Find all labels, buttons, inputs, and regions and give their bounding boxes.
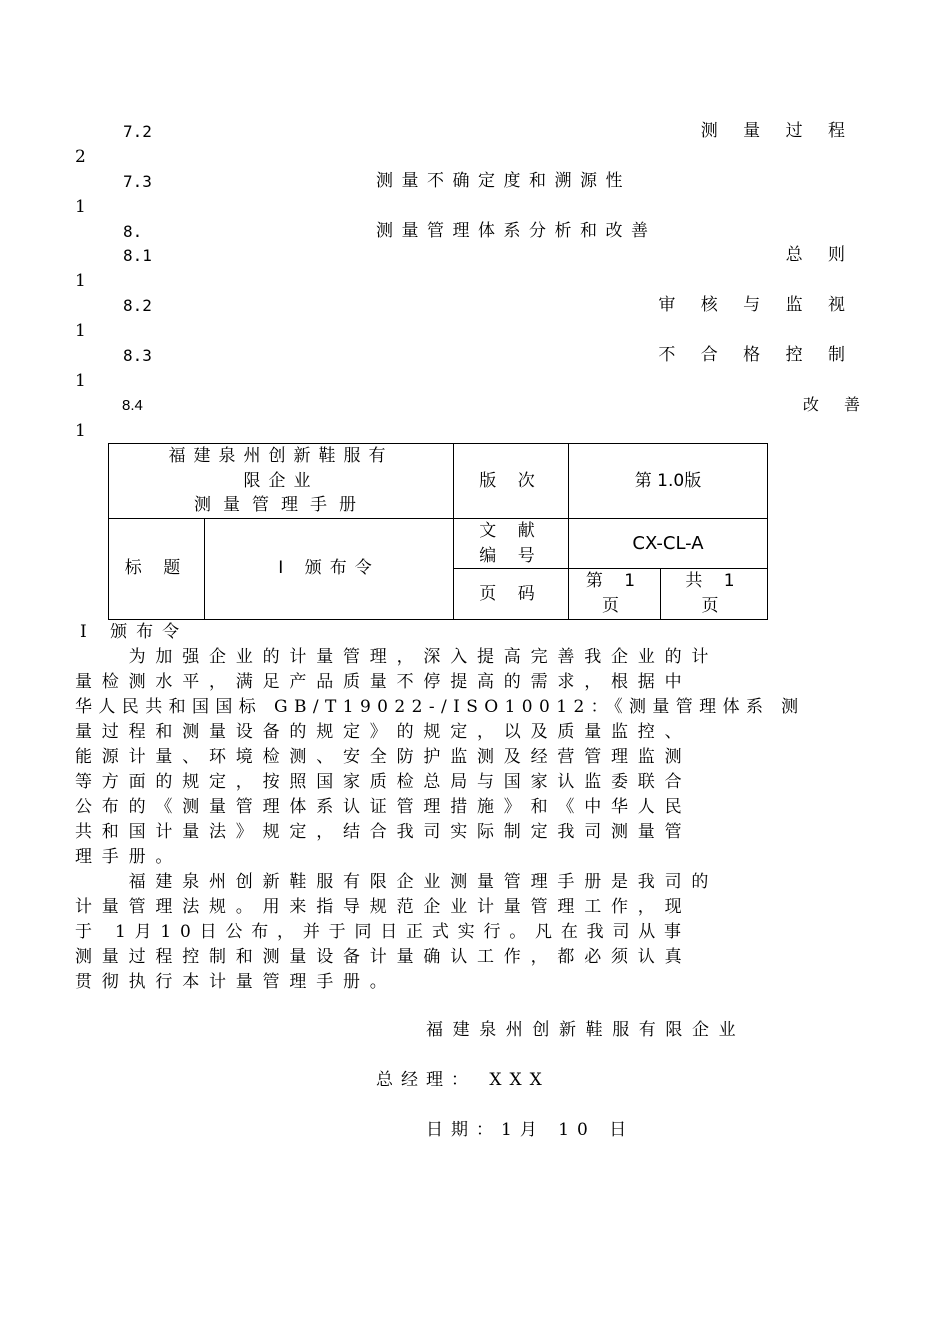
toc-page-7-3: 1 (75, 197, 86, 217)
doc-number-label-line2: 编 号 (479, 545, 543, 566)
paragraph-line: 等方面的规定，按照国家质检总局与国家认监委联合 (75, 772, 692, 792)
version-label: 版 次 (454, 444, 569, 519)
document-header-table (108, 443, 768, 620)
title-value: Ⅰ 颁布令 (205, 519, 454, 620)
toc-page-8-3: 1 (75, 371, 86, 391)
doc-number-value: CX-CL-A (569, 519, 768, 569)
toc-page-8-1: 1 (75, 271, 86, 291)
page-current-line1: 第 1 (585, 571, 644, 592)
toc-title-8-4: 改 善 (802, 395, 870, 414)
toc-num-8-3: 8.3 (123, 346, 152, 365)
doc-number-label-line1: 文 献 (479, 521, 543, 541)
page-total (661, 569, 768, 619)
page-current (569, 569, 661, 619)
paragraph-line: 计量管理法规。用来指导规范企业计量管理工作，现 (75, 897, 692, 917)
toc-num-8-1: 8.1 (123, 246, 152, 265)
company-cell (109, 444, 454, 519)
paragraph-line: 贯彻执行本计量管理手册。 (75, 972, 397, 992)
paragraph-line: 共和国计量法》规定，结合我司实际制定我司测量管 (75, 822, 692, 842)
paragraph-line: 华人民共和国国标 GB/T19022-/ISO10012：《测量管理体系 测 (75, 697, 805, 717)
toc-title-8-3: 不 合 格 控 制 (658, 345, 855, 365)
paragraph-1 (75, 645, 850, 870)
paragraph-line: 理手册。 (75, 847, 183, 867)
section-heading: Ⅰ 颁布令 (80, 622, 189, 642)
paragraph-line: 福建泉州创新鞋服有限企业测量管理手册是我司的 (75, 872, 719, 892)
signature-date: 日期：1月 10 日 (426, 1120, 635, 1140)
paragraph-line: 为加强企业的计量管理，深入提高完善我企业的计 (75, 647, 719, 667)
signature-company: 福建泉州创新鞋服有限企业 (426, 1020, 746, 1040)
signature-manager: 总经理： XXX (376, 1070, 550, 1090)
page-total-line1: 共 1 (685, 571, 743, 592)
paragraph-line: 公布的《测量管理体系认证管理措施》和《中华人民 (75, 797, 692, 817)
version-value: 第 1.0版 (569, 444, 768, 519)
page-current-line2: 页 (602, 595, 627, 616)
manual-name: 测量管理手册 (194, 495, 368, 516)
toc-title-8-2: 审 核 与 监 视 (658, 295, 855, 315)
paragraph-2 (75, 870, 850, 995)
doc-number-label (454, 519, 569, 569)
page-label: 页 码 (454, 569, 569, 619)
toc-num-8-4: 8.4 (122, 397, 143, 414)
toc-title-8: 测量管理体系分析和改善 (376, 221, 657, 241)
toc-num-7-3: 7.3 (123, 172, 152, 191)
title-label: 标 题 (109, 519, 205, 620)
toc-num-8: 8. (123, 222, 143, 241)
toc-num-8-2: 8.2 (123, 296, 152, 315)
paragraph-line: 测量过程控制和测量设备计量确认工作，都必须认真 (75, 947, 692, 967)
company-name-line1: 福建泉州创新鞋服有 (168, 446, 394, 467)
paragraph-line: 能源计量、环境检测、安全防护监测及经营管理监测 (75, 747, 692, 767)
toc-page-7-2: 2 (75, 147, 86, 167)
company-name-line2: 限企业 (243, 470, 319, 491)
paragraph-line: 量过程和测量设备的规定》的规定，以及质量监控、 (75, 722, 692, 742)
paragraph-line: 于 1月10日公布，并于同日正式实行。凡在我司从事 (75, 922, 690, 942)
toc-page-8-4: 1 (75, 421, 86, 441)
toc-num-7-2: 7.2 (123, 122, 152, 141)
paragraph-line: 量检测水平，满足产品质量不停提高的需求，根据中 (75, 672, 692, 692)
toc-page-8-2: 1 (75, 321, 86, 341)
toc-title-7-3: 测量不确定度和溯源性 (376, 171, 631, 191)
toc-title-8-1: 总 则 (785, 245, 855, 265)
page-total-line2: 页 (701, 595, 727, 616)
toc-title-7-2: 测 量 过 程 (700, 121, 855, 141)
